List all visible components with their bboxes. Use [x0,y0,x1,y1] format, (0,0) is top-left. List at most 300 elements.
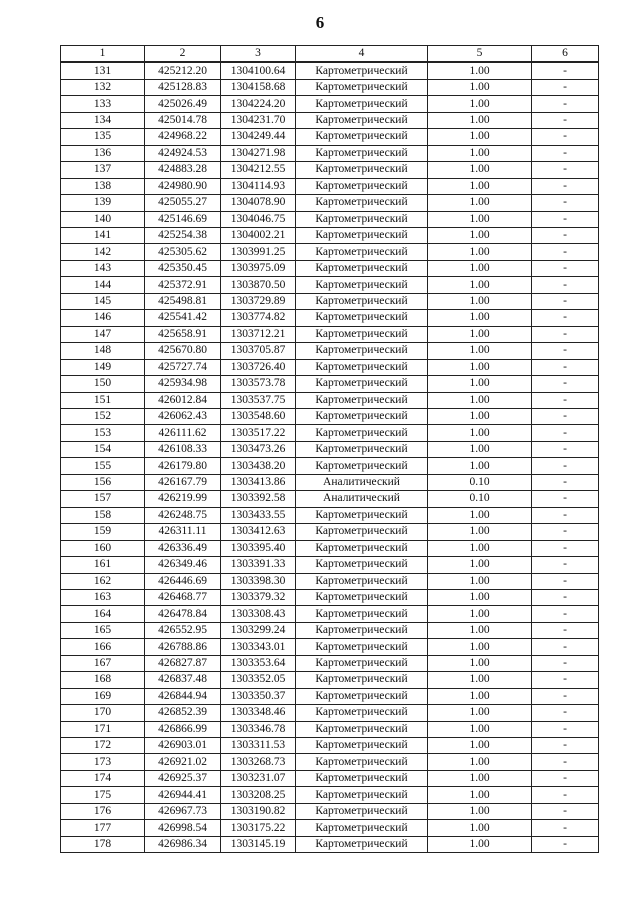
x-coordinate-cell: 426349.46 [145,557,221,573]
method-cell: Картометрический [296,392,428,408]
x-coordinate-cell: 426111.62 [145,425,221,441]
point-number-cell: 162 [61,573,145,589]
accuracy-cell: 1.00 [428,244,532,260]
column-header: 2 [145,46,221,63]
note-cell: - [532,62,599,79]
x-coordinate-cell: 426827.87 [145,655,221,671]
x-coordinate-cell: 424980.90 [145,178,221,194]
accuracy-cell: 1.00 [428,589,532,605]
point-number-cell: 175 [61,787,145,803]
table-row [61,540,599,556]
point-number-cell: 178 [61,836,145,852]
method-cell: Картометрический [296,754,428,770]
point-number-cell: 149 [61,359,145,375]
point-number-cell: 144 [61,277,145,293]
accuracy-cell: 1.00 [428,573,532,589]
y-coordinate-cell: 1303548.60 [221,408,296,424]
note-cell: - [532,441,599,457]
accuracy-cell: 1.00 [428,343,532,359]
accuracy-cell: 1.00 [428,458,532,474]
table-row [61,557,599,573]
method-cell: Картометрический [296,310,428,326]
x-coordinate-cell: 425727.74 [145,359,221,375]
y-coordinate-cell: 1303311.53 [221,738,296,754]
table-row [61,441,599,457]
accuracy-cell: 1.00 [428,359,532,375]
y-coordinate-cell: 1303870.50 [221,277,296,293]
point-number-cell: 137 [61,162,145,178]
table-row [61,770,599,786]
accuracy-cell: 1.00 [428,211,532,227]
note-cell: - [532,507,599,523]
point-number-cell: 167 [61,655,145,671]
method-cell: Картометрический [296,195,428,211]
x-coordinate-cell: 426167.79 [145,474,221,490]
x-coordinate-cell: 424924.53 [145,145,221,161]
note-cell: - [532,260,599,276]
table-row [61,787,599,803]
y-coordinate-cell: 1303231.07 [221,770,296,786]
x-coordinate-cell: 426866.99 [145,721,221,737]
accuracy-cell: 1.00 [428,79,532,95]
point-number-cell: 170 [61,705,145,721]
y-coordinate-cell: 1303975.09 [221,260,296,276]
table-row [61,211,599,227]
table-row [61,195,599,211]
method-cell: Картометрический [296,524,428,540]
y-coordinate-cell: 1303343.01 [221,639,296,655]
point-number-cell: 135 [61,129,145,145]
method-cell: Картометрический [296,458,428,474]
x-coordinate-cell: 425128.83 [145,79,221,95]
point-number-cell: 160 [61,540,145,556]
point-number-cell: 158 [61,507,145,523]
x-coordinate-cell: 424968.22 [145,129,221,145]
accuracy-cell: 1.00 [428,655,532,671]
point-number-cell: 146 [61,310,145,326]
table-row [61,622,599,638]
method-cell: Картометрический [296,589,428,605]
table-row [61,738,599,754]
x-coordinate-cell: 426852.39 [145,705,221,721]
point-number-cell: 157 [61,491,145,507]
method-cell: Аналитический [296,474,428,490]
x-coordinate-cell: 425146.69 [145,211,221,227]
accuracy-cell: 1.00 [428,62,532,79]
y-coordinate-cell: 1303412.63 [221,524,296,540]
column-header: 6 [532,46,599,63]
note-cell: - [532,112,599,128]
table-row [61,326,599,342]
x-coordinate-cell: 425055.27 [145,195,221,211]
x-coordinate-cell: 426478.84 [145,606,221,622]
accuracy-cell: 1.00 [428,129,532,145]
note-cell: - [532,820,599,836]
accuracy-cell: 1.00 [428,639,532,655]
note-cell: - [532,770,599,786]
point-number-cell: 154 [61,441,145,457]
accuracy-cell: 1.00 [428,770,532,786]
table-row [61,803,599,819]
accuracy-cell: 1.00 [428,705,532,721]
method-cell: Картометрический [296,787,428,803]
x-coordinate-cell: 425934.98 [145,376,221,392]
x-coordinate-cell: 426336.49 [145,540,221,556]
y-coordinate-cell: 1303392.58 [221,491,296,507]
accuracy-cell: 1.00 [428,178,532,194]
method-cell: Аналитический [296,491,428,507]
method-cell: Картометрический [296,227,428,243]
point-number-cell: 139 [61,195,145,211]
y-coordinate-cell: 1303705.87 [221,343,296,359]
x-coordinate-cell: 426062.43 [145,408,221,424]
y-coordinate-cell: 1303353.64 [221,655,296,671]
note-cell: - [532,129,599,145]
accuracy-cell: 1.00 [428,376,532,392]
note-cell: - [532,738,599,754]
table-row [61,672,599,688]
x-coordinate-cell: 426446.69 [145,573,221,589]
y-coordinate-cell: 1303208.25 [221,787,296,803]
table-row [61,260,599,276]
y-coordinate-cell: 1304158.68 [221,79,296,95]
note-cell: - [532,458,599,474]
x-coordinate-cell: 425212.20 [145,62,221,79]
point-number-cell: 142 [61,244,145,260]
method-cell: Картометрический [296,293,428,309]
table-row [61,145,599,161]
y-coordinate-cell: 1304078.90 [221,195,296,211]
y-coordinate-cell: 1303348.46 [221,705,296,721]
point-number-cell: 164 [61,606,145,622]
accuracy-cell: 1.00 [428,820,532,836]
y-coordinate-cell: 1303395.40 [221,540,296,556]
method-cell: Картометрический [296,507,428,523]
method-cell: Картометрический [296,540,428,556]
accuracy-cell: 1.00 [428,441,532,457]
y-coordinate-cell: 1304212.55 [221,162,296,178]
table-row [61,458,599,474]
accuracy-cell: 1.00 [428,293,532,309]
y-coordinate-cell: 1303190.82 [221,803,296,819]
method-cell: Картометрический [296,326,428,342]
accuracy-cell: 1.00 [428,162,532,178]
note-cell: - [532,491,599,507]
table-header-row [61,46,599,63]
accuracy-cell: 1.00 [428,738,532,754]
x-coordinate-cell: 426108.33 [145,441,221,457]
accuracy-cell: 1.00 [428,622,532,638]
y-coordinate-cell: 1303438.20 [221,458,296,474]
method-cell: Картометрический [296,62,428,79]
method-cell: Картометрический [296,244,428,260]
y-coordinate-cell: 1303729.89 [221,293,296,309]
note-cell: - [532,310,599,326]
accuracy-cell: 1.00 [428,392,532,408]
x-coordinate-cell: 425670.80 [145,343,221,359]
table-row [61,79,599,95]
x-coordinate-cell: 425305.62 [145,244,221,260]
x-coordinate-cell: 425350.45 [145,260,221,276]
note-cell: - [532,293,599,309]
accuracy-cell: 1.00 [428,524,532,540]
note-cell: - [532,162,599,178]
table-row [61,688,599,704]
y-coordinate-cell: 1303346.78 [221,721,296,737]
note-cell: - [532,721,599,737]
method-cell: Картометрический [296,425,428,441]
accuracy-cell: 1.00 [428,227,532,243]
table-row [61,408,599,424]
note-cell: - [532,606,599,622]
method-cell: Картометрический [296,622,428,638]
accuracy-cell: 1.00 [428,557,532,573]
column-header: 3 [221,46,296,63]
x-coordinate-cell: 425372.91 [145,277,221,293]
table-row [61,573,599,589]
table-row [61,425,599,441]
x-coordinate-cell: 425254.38 [145,227,221,243]
y-coordinate-cell: 1303726.40 [221,359,296,375]
table-row [61,244,599,260]
table-row [61,162,599,178]
point-number-cell: 174 [61,770,145,786]
method-cell: Картометрический [296,211,428,227]
x-coordinate-cell: 426903.01 [145,738,221,754]
method-cell: Картометрический [296,639,428,655]
method-cell: Картометрический [296,145,428,161]
x-coordinate-cell: 425658.91 [145,326,221,342]
table-body [61,62,599,852]
y-coordinate-cell: 1304271.98 [221,145,296,161]
point-number-cell: 152 [61,408,145,424]
column-header: 5 [428,46,532,63]
note-cell: - [532,425,599,441]
table-row [61,129,599,145]
note-cell: - [532,622,599,638]
accuracy-cell: 1.00 [428,310,532,326]
y-coordinate-cell: 1303774.82 [221,310,296,326]
method-cell: Картометрический [296,836,428,852]
y-coordinate-cell: 1304002.21 [221,227,296,243]
x-coordinate-cell: 425498.81 [145,293,221,309]
table-row [61,705,599,721]
method-cell: Картометрический [296,803,428,819]
point-number-cell: 153 [61,425,145,441]
table-row [61,721,599,737]
point-number-cell: 134 [61,112,145,128]
accuracy-cell: 1.00 [428,606,532,622]
table-row [61,343,599,359]
y-coordinate-cell: 1303299.24 [221,622,296,638]
x-coordinate-cell: 426921.02 [145,754,221,770]
accuracy-cell: 0.10 [428,491,532,507]
y-coordinate-cell: 1303573.78 [221,376,296,392]
table-row [61,359,599,375]
table-row [61,310,599,326]
accuracy-cell: 1.00 [428,507,532,523]
note-cell: - [532,803,599,819]
note-cell: - [532,557,599,573]
x-coordinate-cell: 426179.80 [145,458,221,474]
accuracy-cell: 1.00 [428,145,532,161]
accuracy-cell: 1.00 [428,688,532,704]
method-cell: Картометрический [296,408,428,424]
note-cell: - [532,524,599,540]
accuracy-cell: 1.00 [428,787,532,803]
table-row [61,639,599,655]
accuracy-cell: 1.00 [428,540,532,556]
point-number-cell: 163 [61,589,145,605]
method-cell: Картометрический [296,688,428,704]
x-coordinate-cell: 426986.34 [145,836,221,852]
note-cell: - [532,655,599,671]
point-number-cell: 151 [61,392,145,408]
point-number-cell: 147 [61,326,145,342]
table-row [61,178,599,194]
note-cell: - [532,474,599,490]
method-cell: Картометрический [296,721,428,737]
y-coordinate-cell: 1304100.64 [221,62,296,79]
method-cell: Картометрический [296,820,428,836]
method-cell: Картометрический [296,672,428,688]
method-cell: Картометрический [296,79,428,95]
x-coordinate-cell: 426012.84 [145,392,221,408]
accuracy-cell: 1.00 [428,672,532,688]
column-header: 1 [61,46,145,63]
x-coordinate-cell: 426788.86 [145,639,221,655]
y-coordinate-cell: 1304224.20 [221,96,296,112]
table-row [61,62,599,79]
note-cell: - [532,540,599,556]
table-row [61,836,599,852]
x-coordinate-cell: 426311.11 [145,524,221,540]
table-row [61,112,599,128]
table-row [61,277,599,293]
table-row [61,491,599,507]
method-cell: Картометрический [296,573,428,589]
table-row [61,524,599,540]
x-coordinate-cell: 426998.54 [145,820,221,836]
table-row [61,606,599,622]
point-number-cell: 165 [61,622,145,638]
accuracy-cell: 1.00 [428,754,532,770]
note-cell: - [532,688,599,704]
note-cell: - [532,754,599,770]
note-cell: - [532,211,599,227]
point-number-cell: 141 [61,227,145,243]
y-coordinate-cell: 1304114.93 [221,178,296,194]
note-cell: - [532,672,599,688]
y-coordinate-cell: 1303712.21 [221,326,296,342]
note-cell: - [532,573,599,589]
accuracy-cell: 0.10 [428,474,532,490]
note-cell: - [532,244,599,260]
table-row [61,820,599,836]
note-cell: - [532,227,599,243]
point-number-cell: 169 [61,688,145,704]
x-coordinate-cell: 426552.95 [145,622,221,638]
point-number-cell: 150 [61,376,145,392]
method-cell: Картометрический [296,770,428,786]
point-number-cell: 136 [61,145,145,161]
method-cell: Картометрический [296,738,428,754]
table-row [61,589,599,605]
y-coordinate-cell: 1303413.86 [221,474,296,490]
point-number-cell: 176 [61,803,145,819]
point-number-cell: 155 [61,458,145,474]
y-coordinate-cell: 1303517.22 [221,425,296,441]
x-coordinate-cell: 425026.49 [145,96,221,112]
y-coordinate-cell: 1303398.30 [221,573,296,589]
table-row [61,507,599,523]
y-coordinate-cell: 1303537.75 [221,392,296,408]
table-row [61,655,599,671]
method-cell: Картометрический [296,376,428,392]
y-coordinate-cell: 1303379.32 [221,589,296,605]
point-number-cell: 140 [61,211,145,227]
method-cell: Картометрический [296,96,428,112]
note-cell: - [532,79,599,95]
note-cell: - [532,705,599,721]
x-coordinate-cell: 426925.37 [145,770,221,786]
y-coordinate-cell: 1303991.25 [221,244,296,260]
page-number: 6 [315,13,325,32]
point-number-cell: 173 [61,754,145,770]
note-cell: - [532,392,599,408]
accuracy-cell: 1.00 [428,112,532,128]
note-cell: - [532,408,599,424]
x-coordinate-cell: 426844.94 [145,688,221,704]
table-row [61,227,599,243]
table-row [61,96,599,112]
point-number-cell: 172 [61,738,145,754]
y-coordinate-cell: 1304046.75 [221,211,296,227]
y-coordinate-cell: 1303352.05 [221,672,296,688]
accuracy-cell: 1.00 [428,803,532,819]
y-coordinate-cell: 1303391.33 [221,557,296,573]
y-coordinate-cell: 1304231.70 [221,112,296,128]
note-cell: - [532,836,599,852]
accuracy-cell: 1.00 [428,277,532,293]
y-coordinate-cell: 1303268.73 [221,754,296,770]
note-cell: - [532,326,599,342]
table-row [61,392,599,408]
method-cell: Картометрический [296,162,428,178]
point-number-cell: 159 [61,524,145,540]
table-row [61,376,599,392]
x-coordinate-cell: 426967.73 [145,803,221,819]
note-cell: - [532,178,599,194]
point-number-cell: 132 [61,79,145,95]
method-cell: Картометрический [296,178,428,194]
method-cell: Картометрический [296,606,428,622]
point-number-cell: 177 [61,820,145,836]
method-cell: Картометрический [296,705,428,721]
x-coordinate-cell: 426248.75 [145,507,221,523]
point-number-cell: 171 [61,721,145,737]
point-number-cell: 168 [61,672,145,688]
point-number-cell: 131 [61,62,145,79]
note-cell: - [532,359,599,375]
point-number-cell: 166 [61,639,145,655]
method-cell: Картометрический [296,343,428,359]
accuracy-cell: 1.00 [428,96,532,112]
method-cell: Картометрический [296,112,428,128]
note-cell: - [532,639,599,655]
point-number-cell: 156 [61,474,145,490]
method-cell: Картометрический [296,260,428,276]
